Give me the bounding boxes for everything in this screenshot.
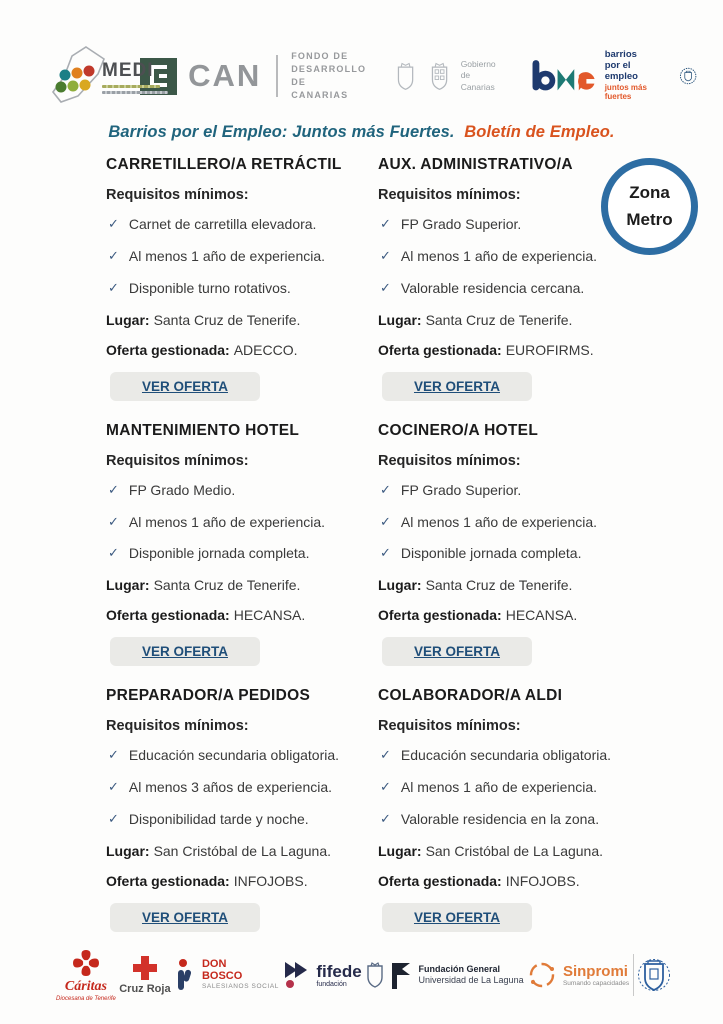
agency-value: INFOJOBS.	[233, 873, 308, 890]
ver-oferta-button[interactable]: VER OFERTA	[110, 372, 260, 401]
job-location	[378, 312, 650, 328]
job-card-preparador-pedidos	[106, 687, 378, 932]
red-cross-icon	[133, 956, 157, 980]
location-value: San Cristóbal de La Laguna.	[425, 843, 604, 860]
requirement-text: Valorable residencia en la zona.	[400, 811, 600, 828]
divider	[633, 954, 634, 996]
location-label: Lugar:	[106, 311, 150, 328]
requirement-text: Educación secundaria obligatoria.	[400, 747, 612, 764]
fifede-logo	[282, 960, 361, 990]
requirements-label: Requisitos mínimos:	[106, 718, 249, 735]
sinpromi-icon	[527, 960, 557, 990]
ver-oferta-button[interactable]: VER OFERTA	[110, 637, 260, 666]
agency-value: INFOJOBS.	[505, 873, 580, 890]
fifede-wordmark: fifede	[316, 961, 362, 981]
bxe-mark-icon	[531, 53, 596, 99]
job-card-mantenimiento-hotel	[106, 422, 378, 667]
requirements-label: Requisitos mínimos:	[378, 718, 521, 735]
job-location	[378, 577, 650, 593]
requirement-text: Carnet de carretilla elevadora.	[128, 216, 317, 232]
requirement-text: Disponible jornada completa.	[400, 545, 582, 562]
check-icon: ✓	[108, 779, 119, 795]
zona-badge-line: Zona	[629, 183, 670, 203]
page-title-main: Barrios por el Empleo: Juntos más Fuertes.	[108, 123, 455, 141]
location-label: Lugar:	[378, 311, 422, 328]
requirement-item	[106, 779, 378, 796]
agency-label: Oferta gestionada:	[106, 873, 230, 890]
gobierno-canarias-logo	[394, 58, 501, 94]
page-title-accent: Boletín de Empleo.	[464, 123, 615, 141]
requirements-label: Requisitos mínimos:	[106, 187, 249, 203]
requirement-item	[106, 280, 378, 297]
check-icon: ✓	[108, 247, 119, 263]
gobierno-label-line: de Canarias	[460, 70, 495, 92]
medi-tagline-bar	[102, 85, 160, 88]
check-icon: ✓	[380, 279, 391, 295]
eican-tagline-line: FONDO DE	[291, 50, 349, 61]
job-listings-grid	[106, 156, 723, 932]
fifede-subtitle: fundación	[316, 980, 347, 988]
requirement-text: Al menos 3 años de experiencia.	[128, 779, 333, 796]
check-icon: ✓	[380, 513, 391, 529]
agency-label: Oferta gestionada:	[106, 607, 230, 624]
agency-label: Oferta gestionada:	[378, 607, 502, 624]
check-icon: ✓	[380, 747, 391, 763]
job-agency	[378, 873, 650, 889]
don-bosco-wordmark-line: DON	[201, 958, 227, 971]
requirement-text: FP Grado Superior.	[400, 481, 522, 498]
check-icon: ✓	[380, 216, 391, 231]
agency-value: HECANSA.	[505, 607, 578, 624]
job-title: CARRETILLERO/A RETRÁCTIL	[106, 156, 342, 173]
check-icon: ✓	[108, 481, 119, 497]
requirement-text: Disponible turno rotativos.	[128, 279, 291, 296]
check-icon: ✓	[108, 513, 119, 529]
job-card-cocinero-hotel	[378, 422, 650, 667]
cruz-roja-wordmark: Cruz Roja	[119, 982, 171, 995]
requirement-item	[378, 747, 650, 764]
shield-icon	[394, 58, 417, 94]
requirement-text: FP Grado Superior.	[400, 216, 522, 232]
location-value: Santa Cruz de Tenerife.	[425, 577, 573, 594]
agency-value: HECANSA.	[233, 607, 306, 624]
bxe-label-line: por el empleo	[604, 60, 638, 83]
location-value: Santa Cruz de Tenerife.	[153, 311, 301, 328]
requirement-text: Al menos 1 año de experiencia.	[400, 247, 598, 264]
don-bosco-icon	[174, 958, 196, 992]
job-location	[106, 312, 378, 328]
requirement-item	[378, 482, 650, 499]
caritas-wordmark: Cáritas	[64, 979, 107, 994]
don-bosco-wordmark-line: BOSCO	[201, 969, 243, 982]
caritas-icon	[71, 948, 101, 978]
bxe-label-line: barrios	[604, 49, 637, 61]
check-icon: ✓	[380, 481, 391, 497]
requirement-item	[106, 747, 378, 764]
agency-label: Oferta gestionada:	[378, 341, 502, 358]
job-location	[378, 843, 650, 859]
caritas-subtitle: Diocesana de Tenerife	[56, 996, 116, 1002]
requirement-item	[106, 248, 378, 265]
check-icon: ✓	[108, 279, 119, 295]
requirement-item	[106, 811, 378, 828]
location-value: Santa Cruz de Tenerife.	[425, 311, 573, 328]
job-card-carretillero	[106, 156, 378, 401]
requirement-text: FP Grado Medio.	[128, 481, 236, 498]
agency-label: Oferta gestionada:	[106, 341, 230, 358]
check-icon: ✓	[108, 747, 119, 763]
eican-logo	[140, 50, 366, 102]
fifede-icon	[282, 960, 310, 990]
job-title: AUX. ADMINISTRATIVO/A	[378, 156, 573, 173]
location-label: Lugar:	[106, 577, 150, 594]
requirement-text: Al menos 1 año de experiencia.	[400, 513, 598, 530]
gobierno-crest-icon	[428, 58, 451, 94]
ver-oferta-button[interactable]: VER OFERTA	[382, 903, 532, 932]
check-icon: ✓	[380, 545, 391, 561]
check-icon: ✓	[380, 811, 391, 827]
job-title: COCINERO/A HOTEL	[378, 421, 539, 439]
zona-badge-line: Metro	[626, 209, 673, 229]
eican-wordmark: CAN	[188, 58, 262, 93]
location-label: Lugar:	[378, 843, 422, 860]
bxe-tagline: juntos más fuertes	[604, 83, 647, 102]
check-icon: ✓	[108, 216, 119, 231]
location-label: Lugar:	[106, 843, 150, 860]
cruz-roja-logo	[119, 956, 170, 995]
ver-oferta-button[interactable]: VER OFERTA	[382, 637, 532, 666]
ver-oferta-button[interactable]: VER OFERTA	[382, 372, 532, 401]
eican-tagline-line: DE CANARIAS	[291, 77, 349, 101]
bxe-logo	[531, 50, 658, 101]
agency-value: EUROFIRMS.	[505, 341, 594, 358]
cabildo-tenerife-crest-icon	[637, 956, 671, 994]
check-icon: ✓	[108, 811, 119, 827]
fgull-name-line: Universidad de La Laguna	[418, 975, 524, 985]
sinpromi-wordmark: Sinpromi	[562, 963, 628, 980]
job-location	[106, 843, 378, 859]
job-title: MANTENIMIENTO HOTEL	[106, 421, 300, 439]
medi-wordmark: MEDI	[102, 60, 154, 81]
requirement-item	[378, 779, 650, 796]
requirement-item	[378, 280, 650, 297]
location-value: San Cristóbal de La Laguna.	[153, 843, 332, 860]
sinpromi-subtitle: Sumando capacidades	[562, 980, 630, 987]
job-title: COLABORADOR/A ALDI	[378, 687, 563, 705]
requirement-text: Al menos 1 año de experiencia.	[128, 513, 326, 530]
job-title: PREPARADOR/A PEDIDOS	[106, 687, 311, 705]
requirement-item	[378, 545, 650, 562]
requirements-label: Requisitos mínimos:	[378, 452, 521, 469]
requirement-item	[106, 514, 378, 531]
fundacion-general-ull-logo	[389, 961, 524, 989]
medi-tagline-bar	[102, 91, 168, 94]
caritas-logo	[56, 948, 116, 1002]
footer-logo-bar	[0, 948, 723, 1002]
requirement-item	[378, 248, 650, 265]
cabildo-emblem-icon	[679, 57, 697, 95]
requirement-item	[106, 216, 378, 233]
check-icon: ✓	[380, 779, 391, 795]
zona-metro-badge	[601, 158, 698, 255]
job-agency	[106, 342, 378, 358]
location-value: Santa Cruz de Tenerife.	[153, 577, 301, 594]
requirement-text: Al menos 1 año de experiencia.	[400, 779, 598, 796]
don-bosco-subtitle: SALESIANOS SOCIAL	[201, 983, 279, 991]
gobierno-label-line: Gobierno	[460, 59, 496, 70]
requirements-label: Requisitos mínimos:	[106, 452, 249, 469]
requirement-item	[378, 514, 650, 531]
requirement-item	[378, 811, 650, 828]
don-bosco-logo	[174, 958, 279, 992]
ver-oferta-button[interactable]: VER OFERTA	[110, 903, 260, 932]
fgull-icon	[389, 961, 413, 989]
requirement-text: Disponibilidad tarde y noche.	[128, 811, 309, 828]
job-agency	[106, 607, 378, 623]
requirement-text: Educación secundaria obligatoria.	[128, 747, 340, 764]
crest-icon	[365, 961, 385, 989]
check-icon: ✓	[380, 247, 391, 263]
agency-value: ADECCO.	[233, 341, 298, 358]
job-agency	[106, 873, 378, 889]
requirements-label: Requisitos mínimos:	[378, 187, 521, 203]
job-agency	[378, 607, 650, 623]
requirement-text: Al menos 1 año de experiencia.	[128, 247, 326, 264]
header-logo-bar	[0, 0, 723, 108]
job-agency	[378, 342, 650, 358]
fgull-name-line: Fundación General	[418, 963, 501, 974]
agency-label: Oferta gestionada:	[378, 873, 502, 890]
job-location	[106, 577, 378, 593]
location-label: Lugar:	[378, 577, 422, 594]
divider	[276, 55, 278, 97]
medi-logo	[48, 44, 154, 108]
eican-tagline-line: DESARROLLO	[291, 63, 367, 74]
page-title	[0, 123, 723, 142]
requirement-text: Valorable residencia cercana.	[400, 279, 585, 296]
check-icon: ✓	[108, 545, 119, 561]
requirement-item	[106, 545, 378, 562]
requirement-item	[106, 482, 378, 499]
requirement-text: Disponible jornada completa.	[128, 545, 310, 562]
sinpromi-logo	[527, 960, 629, 990]
job-card-colaborador-aldi	[378, 687, 650, 932]
